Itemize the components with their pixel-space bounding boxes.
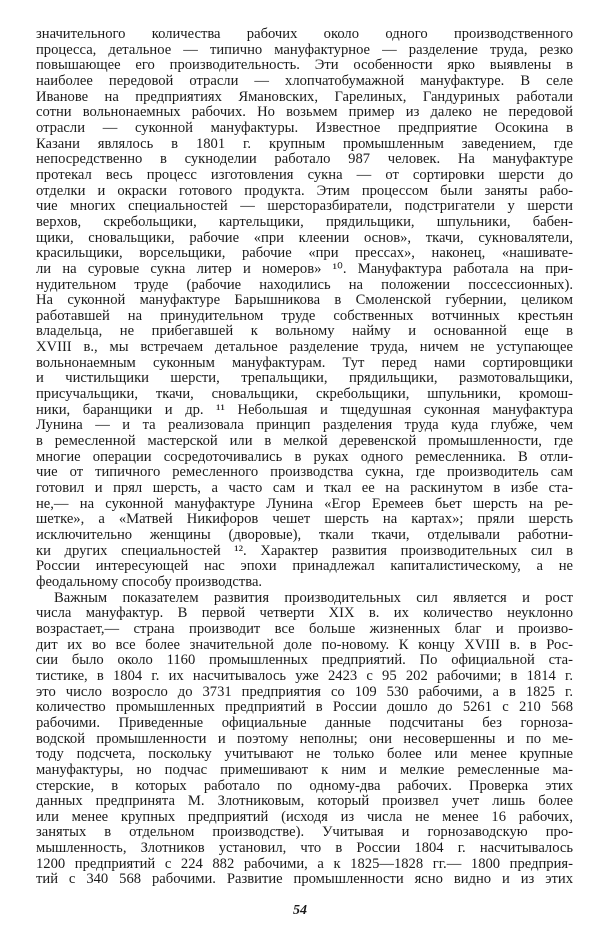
- text-line: готовил и прял шерсть, а часто сам и ткал ее на раскинутом в избе ста-: [36, 481, 573, 497]
- text-line: непосредственно в сукноделии работало 987 человек. На мануфактуре: [36, 152, 573, 168]
- text-line: ки других специальностей ¹². Характер развития производительных сил в: [36, 543, 573, 559]
- page-number: 54: [293, 903, 307, 918]
- text-line: Иванове на предприятиях Ямановских, Гарелиных, Гандуриных работали: [36, 89, 573, 105]
- text-line: ли на суровые сукна литер и номеров» ¹⁰. Мануфактура работала на при-: [36, 261, 573, 277]
- text-line: Важным показателем развития производительных сил является и рост: [54, 590, 573, 606]
- text-line: или менее крупных предприятий (исходя из числа не менее 16 рабочих,: [36, 809, 573, 825]
- text-line: нудительном труде (рабочие находились на положении поссессионных).: [36, 277, 573, 293]
- text-line: работавшей на принудительном труде собственных вотчинных крестьян: [36, 308, 573, 324]
- text-line: многие операции сосредоточивались в руках одного ремесленника. В отли-: [36, 449, 573, 465]
- text-line: присучальщики, ткачи, сновальщики, скребольщики, шпульники, кромош-: [36, 387, 573, 403]
- text-line: верхов, скребольщики, картельщики, прядильщики, шпульники, бабен-: [36, 214, 573, 230]
- text-line: Казани являлось в 1801 г. крупным промышленным заведением, где: [36, 136, 573, 152]
- text-line: данных предпринята М. Злотниковым, который произвел учет лишь более: [36, 794, 573, 810]
- text-line: в ремесленной мастерской или в мелкой деревенской промышленности, где: [36, 434, 573, 450]
- text-line: стерские, в которых работало по одному-два рабочих. Проверка этих: [36, 778, 573, 794]
- text-line: сотни вольнонаемных рабочих. Но возьмем пример из далеко не передовой: [36, 105, 573, 121]
- page-body-text: [36, 27, 573, 888]
- text-line: вольнонаемным суконным мануфактурам. Тут перед нами сортировщики: [36, 355, 573, 371]
- text-line: протекал весь процесс изготовления сукна — от сортировки шерсти до: [36, 167, 573, 183]
- text-line: красильщики, ворсельщики, рабочие «при прессах», наконец, «нашивате-: [36, 246, 573, 262]
- text-line: отделки и окраски готового продукта. Этим процессом были заняты рабо-: [36, 183, 573, 199]
- text-line: ники, баранщики и др. ¹¹ Небольшая и тщедушная суконная мануфактура: [36, 402, 573, 418]
- text-line: рабочими. Приведенные официальные данные подсчитаны без горноза-: [36, 715, 573, 731]
- text-line: Лунина — и та реализовала принцип разделения труда куда глубже, чем: [36, 418, 573, 434]
- text-line: На суконной мануфактуре Барышникова в Смоленской губернии, целиком: [36, 293, 573, 309]
- text-line: тистике, в 1804 г. их насчитывалось уже 2423 с 95 202 рабочими; в 1814 г.: [36, 668, 573, 684]
- text-line: тоду подсчета, поскольку учитывают не только более или менее крупные: [36, 747, 573, 763]
- text-line: щики, сновальщики, рабочие «при клеении основ», ткачи, сукновалятели,: [36, 230, 573, 246]
- text-line: мануфактуры, но подчас примешивают к ним и мелкие ремесленные ма-: [36, 762, 573, 778]
- text-line: процесса, детальное — типично мануфактурное — разделение труда, резко: [36, 42, 573, 58]
- text-line: XVIII в., мы встречаем детальное разделение труда, ничем не уступающее: [36, 340, 573, 356]
- text-line: и чистильщики шерсти, трепальщики, прядильщики, размотовальщики,: [36, 371, 573, 387]
- text-line: не,— на суконной мануфактуре Лунина «Егор Еремеев бьет шерсть на ре-: [36, 496, 573, 512]
- text-line: значительного количества рабочих около одного производственного: [36, 27, 573, 42]
- text-line: чие многих специальностей — шерсторазбиратели, подстригатели у шерсти: [36, 199, 573, 215]
- text-line: исключительно женщины (дворовые), ткали ткачи, отделывали работни-: [36, 528, 573, 543]
- text-line: России интересующей нас эпохи принадлежал капиталистическому, а не: [36, 559, 573, 575]
- text-line: 1200 предприятий с 224 882 рабочими, а к 1825—1828 гг.— 1800 предприя-: [36, 856, 573, 872]
- text-line: сии было около 1160 промышленных предприятий. По официальной ста-: [36, 653, 573, 669]
- text-line: возрастает,— страна производит все больше жизненных благ и произво-: [36, 621, 573, 637]
- text-line: тий с 340 568 рабочими. Развитие промышленности ясно видно и из этих: [36, 872, 573, 888]
- text-line: чие от типичного ремесленного производства сукна, где производитель сам: [36, 465, 573, 481]
- text-line: шетке», а «Матвей Никифоров чешет шерсть на картах»; пряли шерсть: [36, 512, 573, 528]
- text-line: мышленность, Злотников установил, что в России 1804 г. насчитывалось: [36, 841, 573, 857]
- text-line: отрасли — суконной мануфактуры. Известное предприятие Осокина в: [36, 120, 573, 136]
- text-line: повышающее его производительность. Эти особенности ярко выявлены в: [36, 58, 573, 74]
- text-line: феодальному способу производства.: [36, 574, 263, 590]
- text-line: это число возросло до 3731 предприятия со 109 530 рабочими, а в 1825 г.: [36, 684, 573, 700]
- text-line: числа мануфактур. В первой четверти XIX в. их количество неуклонно: [36, 606, 573, 622]
- text-line: наиболее передовой отрасли — хлопчатобумажной мануфактуре. В селе: [36, 73, 573, 89]
- text-line: владельца, не прибегавшей к вольному найму и основанной еще в: [36, 324, 573, 340]
- text-line: занятых в отдельном производстве). Учитывая и горнозаводскую про-: [36, 825, 573, 841]
- text-line: водской промышленности и поэтому неполны; они несовершенны и по ме-: [36, 731, 573, 747]
- text-line: дит их во все более значительной доле по-новому. К концу XVIII в. в Рос-: [36, 637, 573, 653]
- text-line: количество промышленных предприятий в России дошло до 5261 с 210 568: [36, 700, 573, 716]
